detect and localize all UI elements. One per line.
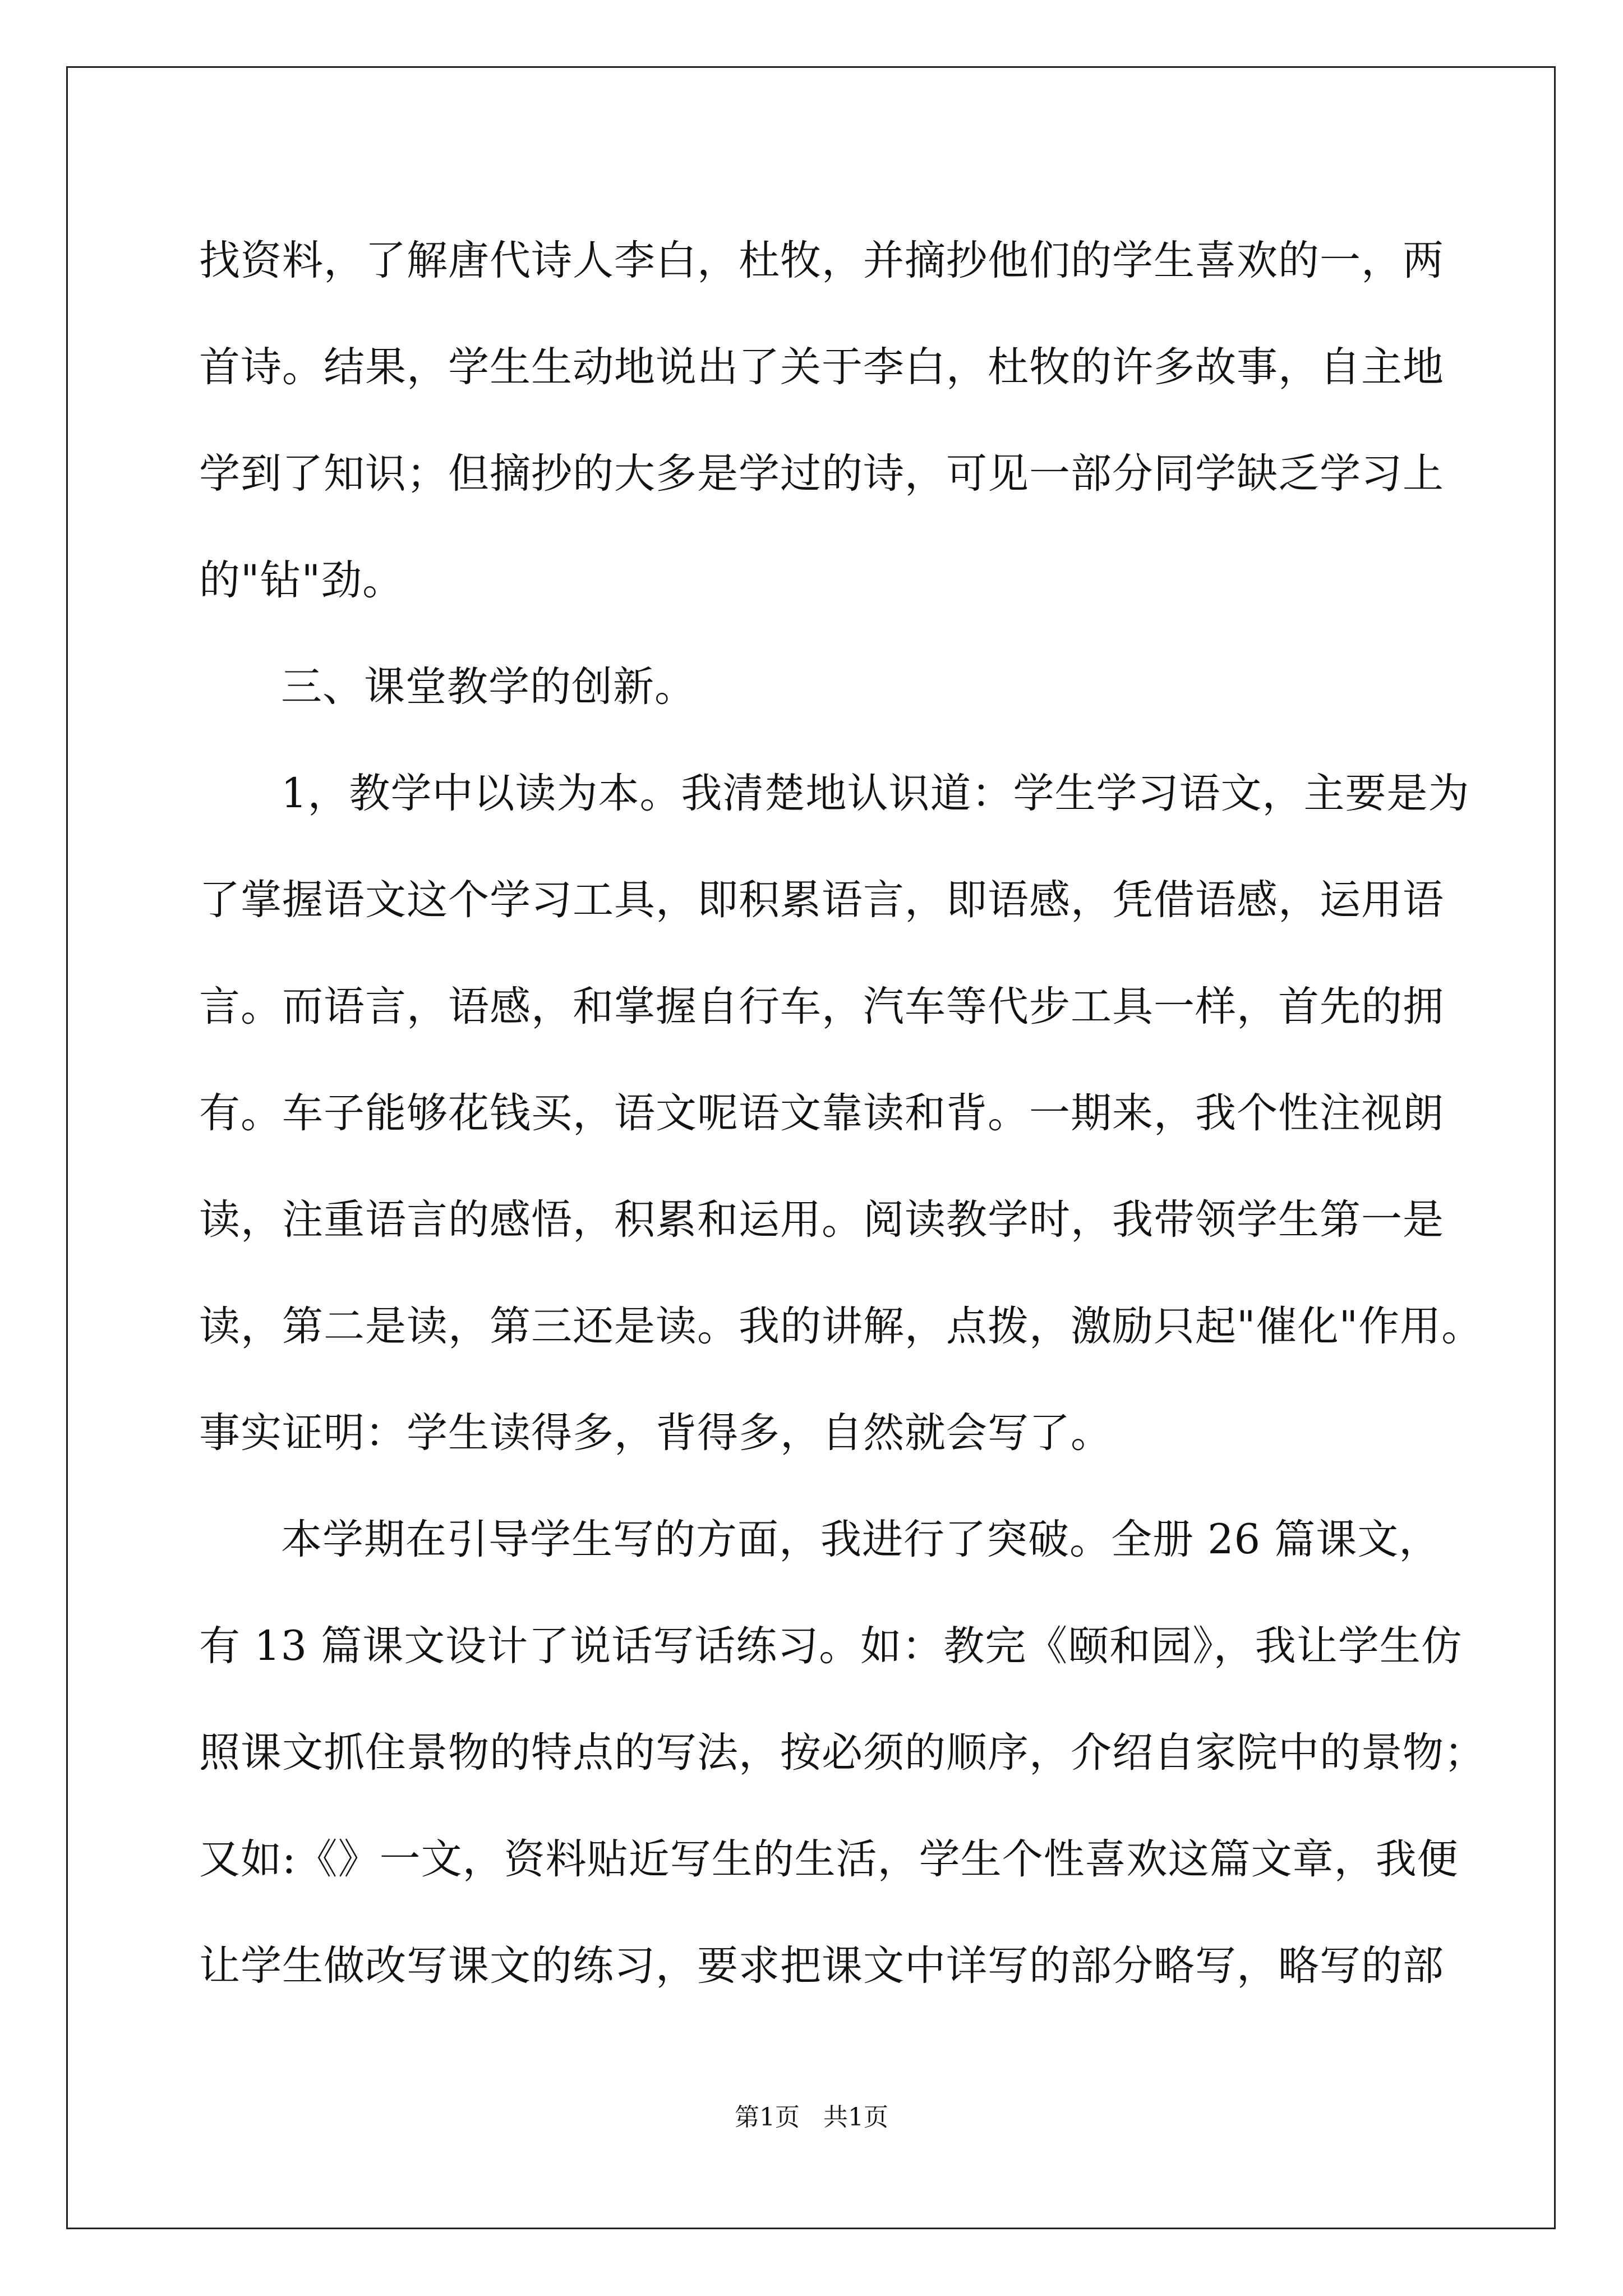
text-line: 有。车子能够花钱买，语文呢语文靠读和背。一期来，我个性注视朗	[199, 1089, 1444, 1137]
text-line: 的"钻"劲。	[199, 556, 404, 604]
text-line: 首诗。结果，学生生动地说出了关于李白，杜牧的许多故事，自主地	[199, 343, 1444, 391]
text-line: 言。而语言，语感，和掌握自行车，汽车等代步工具一样，首先的拥	[199, 983, 1444, 1030]
text-line: 照课文抓住景物的特点的写法，按必须的顺序，介绍自家院中的景物；	[199, 1729, 1486, 1777]
section-heading: 三、课堂教学的创新。	[281, 663, 696, 711]
text-line: 读，第二是读，第三还是读。我的讲解，点拨，激励只起"催化"作用。	[199, 1303, 1483, 1350]
text-line: 有 13 篇课文设计了说话写话练习。如：教完《颐和园》，我让学生仿	[199, 1622, 1463, 1670]
text-line: 让学生做改写课文的练习，要求把课文中详写的部分略写，略写的部	[199, 1942, 1444, 1990]
text-line: 找资料，了解唐代诗人李白，杜牧，并摘抄他们的学生喜欢的一，两	[199, 237, 1444, 284]
text-line: 本学期在引导学生写的方面，我进行了突破。全册 26 篇课文，	[281, 1516, 1441, 1563]
text-line: 1，教学中以读为本。我清楚地认识道：学生学习语文，主要是为	[281, 770, 1470, 817]
text-line: 事实证明：学生读得多，背得多，自然就会写了。	[199, 1409, 1112, 1457]
text-line: 又如:《》一文，资料贴近写生的生活，学生个性喜欢这篇文章，我便	[199, 1835, 1459, 1883]
text-line: 了掌握语文这个学习工具，即积累语言，即语感，凭借语感，运用语	[199, 876, 1444, 924]
document-body	[199, 208, 1486, 2019]
text-line: 学到了知识；但摘抄的大多是学过的诗，可见一部分同学缺乏学习上	[199, 450, 1444, 498]
page-number: 第1页 共1页	[735, 2103, 888, 2132]
text-line: 读，注重语言的感悟，积累和运用。阅读教学时，我带领学生第一是	[199, 1196, 1444, 1244]
